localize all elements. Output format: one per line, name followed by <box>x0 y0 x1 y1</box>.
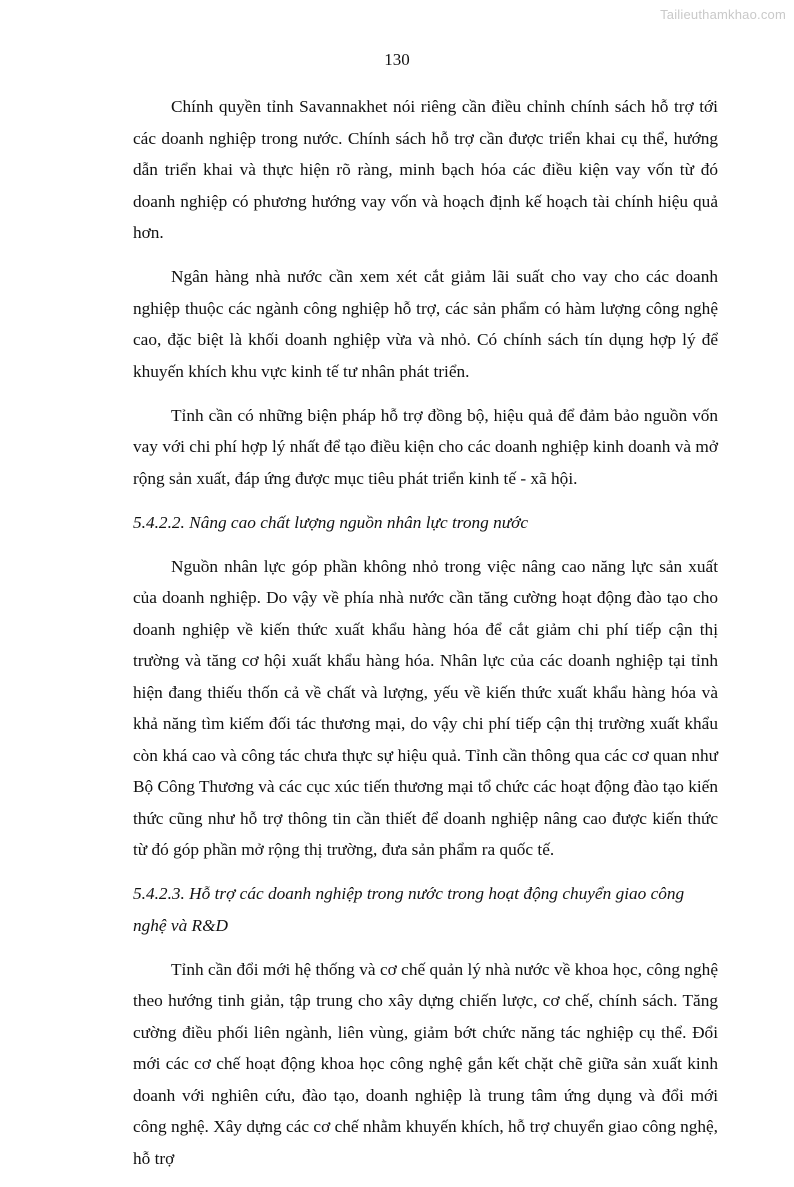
paragraph-local-government-support: Chính quyền tỉnh Savannakhet nói riêng cần điều chỉnh chính sách hỗ trợ tới các doanh nghiệp trong nước. Chính sách hỗ trợ cần được triển khai cụ thể, hướng dẫn triển khai và thực hiện rõ ràng, minh bạch hóa các điều kiện vay vốn từ đó doanh nghiệp có phương hướng vay vốn và hoạch định kế hoạch tài chính hiệu quả hơn. <box>133 97 718 242</box>
page-number: 130 <box>384 50 410 69</box>
paragraph-technology-management: Tỉnh cần đổi mới hệ thống và cơ chế quản lý nhà nước về khoa học, công nghệ theo hướng tinh giản, tập trung cho xây dựng chiến lược, cơ chế, chính sách. Tăng cường điều phối liên ngành, liên vùng, giảm bớt chức năng tác nghiệp cụ thể. Đổi mới các cơ chế hoạt động khoa học công nghệ gắn kết chặt chẽ giữa sản xuất kinh doanh với nghiên cứu, đào tạo, doanh nghiệp là trung tâm ứng dụng và đổi mới công nghệ. Xây dựng các cơ chế nhằm khuyến khích, hỗ trợ chuyển giao công nghệ, hỗ trợ <box>133 959 718 1168</box>
document-body <box>133 91 718 1187</box>
section-heading-technology-transfer: 5.4.2.3. Hỗ trợ các doanh nghiệp trong nước trong hoạt động chuyển giao công nghệ và R&D <box>133 884 685 935</box>
section-heading-human-resources: 5.4.2.2. Nâng cao chất lượng nguồn nhân lực trong nước <box>133 512 529 532</box>
paragraph-human-resources: Nguồn nhân lực góp phần không nhỏ trong việc nâng cao năng lực sản xuất của doanh nghiệp. Do vậy về phía nhà nước cần tăng cường hoạt động đào tạo cho doanh nghiệp về kiến thức xuất khẩu hàng hóa để cắt giảm chi phí tiếp cận thị trường và tăng cơ hội xuất khẩu hàng hóa. Nhân lực của các doanh nghiệp tại tỉnh hiện đang thiếu thốn cả về chất và lượng, yếu về kiến thức xuất khẩu hàng hóa và khả năng tìm kiếm đối tác thương mại, do vậy chi phí tiếp cận thị trường xuất khẩu còn khá cao và công tác chưa thực sự hiệu quả. Tỉnh cần thông qua các cơ quan như Bộ Công Thương và các cục xúc tiến thương mại tổ chức các hoạt động đào tạo kiến thức cũng như hỗ trợ thông tin cần thiết để doanh nghiệp nâng cao được kiến thức từ đó góp phần mở rộng thị trường, đưa sản phẩm ra quốc tế. <box>133 556 718 859</box>
watermark: Tailieuthamkhao.com <box>660 7 786 22</box>
paragraph-province-capital-measures: Tỉnh cần có những biện pháp hỗ trợ đồng bộ, hiệu quả để đảm bảo nguồn vốn vay với chi phí hợp lý nhất để tạo điều kiện cho các doanh nghiệp kinh doanh và mở rộng sản xuất, đáp ứng được mục tiêu phát triển kinh tế - xã hội. <box>133 405 718 488</box>
paragraph-state-bank-interest: Ngân hàng nhà nước cần xem xét cắt giảm lãi suất cho vay cho các doanh nghiệp thuộc các ngành công nghiệp hỗ trợ, các sản phẩm có hàm lượng công nghệ cao, đặc biệt là khối doanh nghiệp vừa và nhỏ. Có chính sách tín dụng hợp lý để khuyến khích khu vực kinh tế tư nhân phát triển. <box>133 267 718 381</box>
